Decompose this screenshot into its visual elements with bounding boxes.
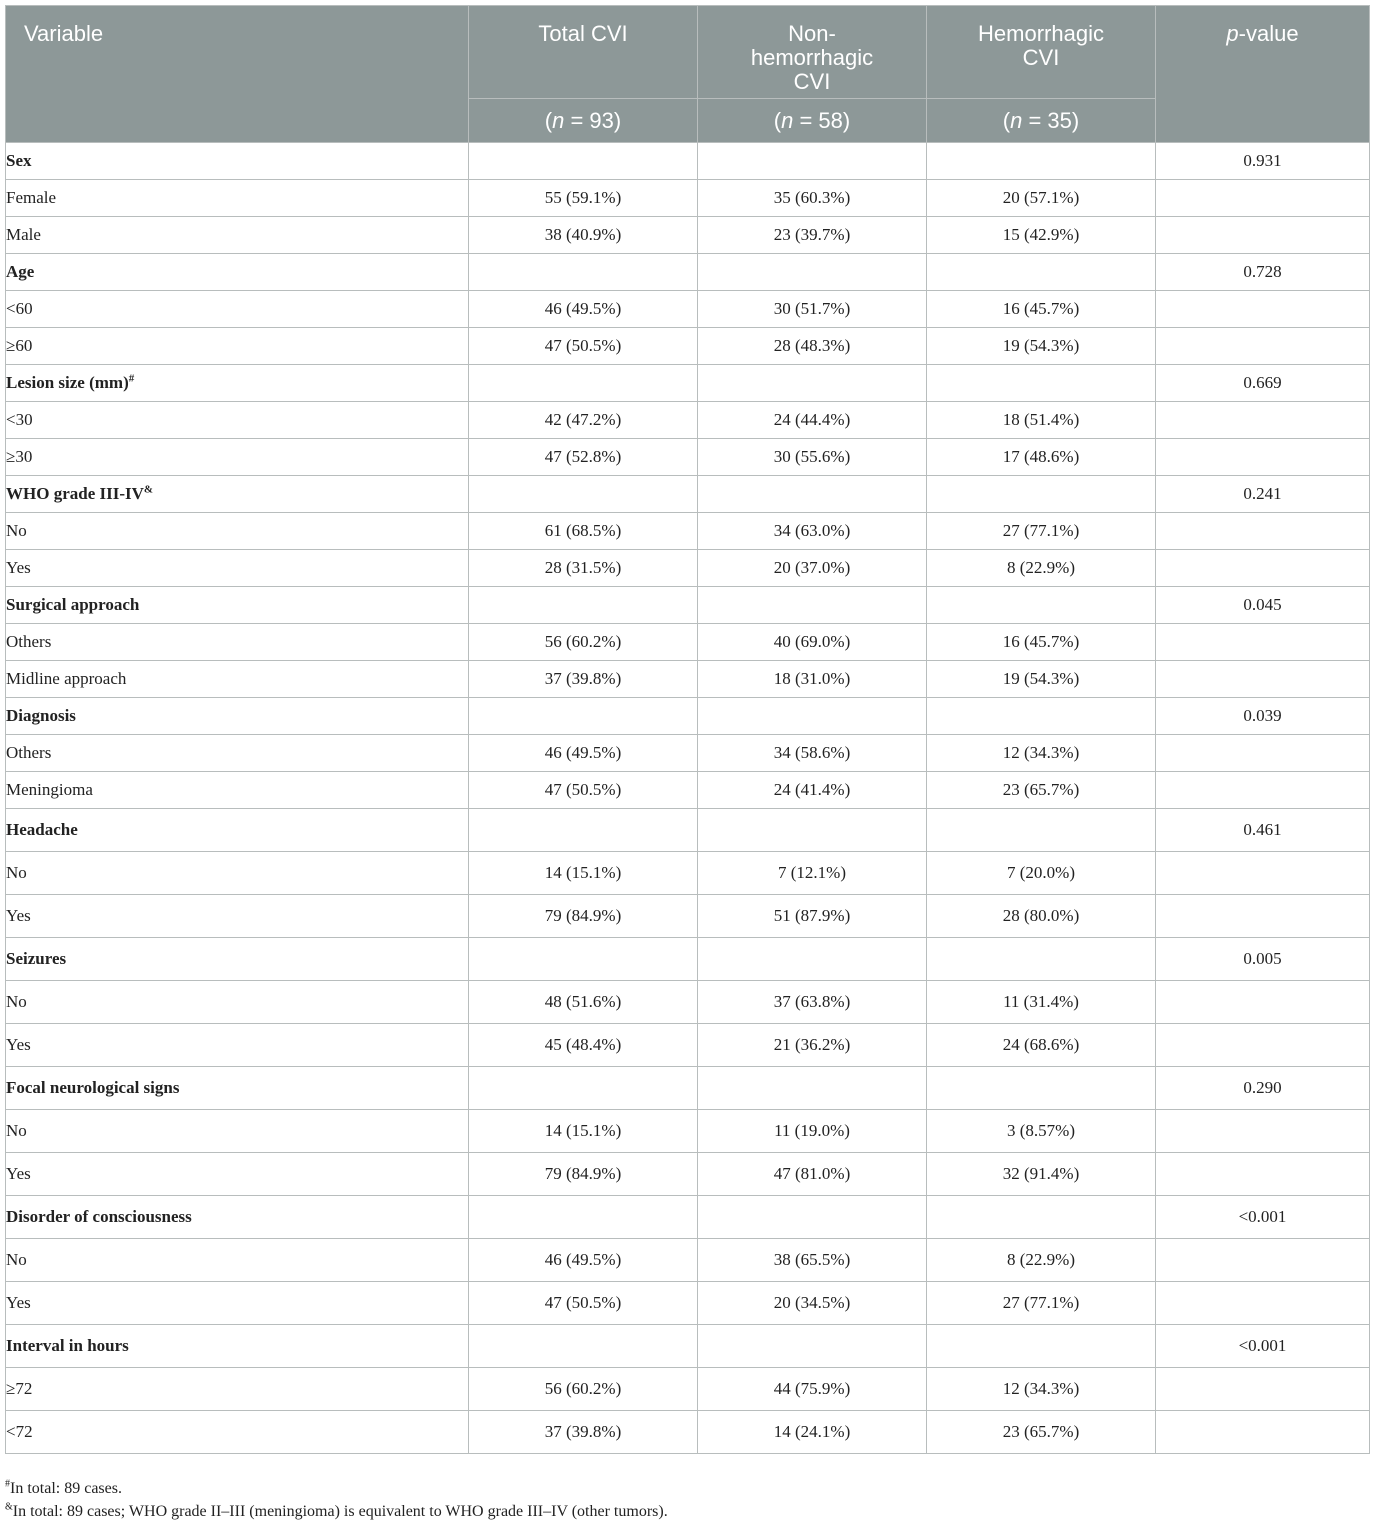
cell-total — [469, 587, 698, 624]
cell-nonhem — [698, 143, 927, 180]
table-row — [6, 1282, 1370, 1325]
cell-total: 28 (31.5%) — [469, 550, 698, 587]
n-hem-value: 35 — [1047, 107, 1072, 133]
p-italic: p — [1226, 21, 1239, 46]
table-row — [6, 439, 1370, 476]
cell-p: 0.290 — [1156, 1067, 1370, 1110]
cell-hem — [927, 587, 1156, 624]
cell-total — [469, 938, 698, 981]
cell-nonhem: 23 (39.7%) — [698, 217, 927, 254]
cell-p — [1156, 1368, 1370, 1411]
table-row — [6, 1024, 1370, 1067]
row-label-text: Yes — [6, 906, 31, 925]
row-label-text: Focal neurological signs — [6, 1078, 180, 1097]
cell-nonhem: 7 (12.1%) — [698, 852, 927, 895]
cell-hem: 7 (20.0%) — [927, 852, 1156, 895]
row-label-text: <72 — [6, 1422, 33, 1441]
group-label — [6, 809, 469, 852]
cell-p: 0.669 — [1156, 365, 1370, 402]
table-header — [6, 6, 1370, 143]
cell-total: 37 (39.8%) — [469, 1411, 698, 1454]
row-label — [6, 1153, 469, 1196]
header-n-hem: (n = 35) — [927, 99, 1156, 143]
cell-p — [1156, 772, 1370, 809]
table-row — [6, 981, 1370, 1024]
header-hemorrhagic-label: Hemorrhagic CVI — [978, 21, 1104, 70]
table-group-row — [6, 476, 1370, 513]
cell-total: 46 (49.5%) — [469, 1239, 698, 1282]
cell-nonhem — [698, 1325, 927, 1368]
row-label — [6, 291, 469, 328]
row-label-text: ≥30 — [6, 447, 33, 466]
table-group-row — [6, 1067, 1370, 1110]
cell-hem: 19 (54.3%) — [927, 661, 1156, 698]
row-label — [6, 217, 469, 254]
cell-total: 37 (39.8%) — [469, 661, 698, 698]
cell-total: 47 (50.5%) — [469, 328, 698, 365]
cell-hem — [927, 143, 1156, 180]
table-row — [6, 513, 1370, 550]
table-row — [6, 217, 1370, 254]
table-row — [6, 550, 1370, 587]
row-label-text: Surgical approach — [6, 595, 140, 614]
footnote-1-mark: # — [5, 1478, 10, 1490]
row-label-text: No — [6, 992, 27, 1011]
row-label — [6, 1110, 469, 1153]
cell-nonhem — [698, 587, 927, 624]
cell-total: 42 (47.2%) — [469, 402, 698, 439]
n-symbol: n — [552, 107, 565, 133]
row-label-text: Headache — [6, 820, 78, 839]
cell-total: 14 (15.1%) — [469, 852, 698, 895]
row-label-text: Meningioma — [6, 780, 93, 799]
table-row — [6, 895, 1370, 938]
header-n-total: (n = 93) — [469, 99, 698, 143]
cell-p — [1156, 513, 1370, 550]
table-group-row — [6, 365, 1370, 402]
n-symbol: n — [1010, 107, 1023, 133]
cell-p — [1156, 981, 1370, 1024]
cell-nonhem: 30 (51.7%) — [698, 291, 927, 328]
table-group-row — [6, 809, 1370, 852]
table-row — [6, 328, 1370, 365]
cell-nonhem: 14 (24.1%) — [698, 1411, 927, 1454]
table-body — [6, 143, 1370, 1454]
row-label-text: Male — [6, 225, 41, 244]
cell-hem: 28 (80.0%) — [927, 895, 1156, 938]
table-group-row — [6, 1325, 1370, 1368]
cell-hem — [927, 938, 1156, 981]
cell-hem — [927, 809, 1156, 852]
cell-hem — [927, 365, 1156, 402]
cell-nonhem: 38 (65.5%) — [698, 1239, 927, 1282]
row-label-text: Yes — [6, 1293, 31, 1312]
row-label-text: No — [6, 521, 27, 540]
row-label-text: <30 — [6, 410, 33, 429]
row-label-text: No — [6, 1121, 27, 1140]
cell-total: 45 (48.4%) — [469, 1024, 698, 1067]
n-total-value: 93 — [589, 107, 614, 133]
group-label — [6, 938, 469, 981]
cell-nonhem — [698, 476, 927, 513]
row-label — [6, 895, 469, 938]
cell-nonhem: 30 (55.6%) — [698, 439, 927, 476]
table-row — [6, 1411, 1370, 1454]
row-label — [6, 852, 469, 895]
row-label — [6, 624, 469, 661]
cell-p — [1156, 180, 1370, 217]
cell-hem: 23 (65.7%) — [927, 1411, 1156, 1454]
table-row — [6, 402, 1370, 439]
cell-nonhem: 37 (63.8%) — [698, 981, 927, 1024]
cell-total: 46 (49.5%) — [469, 291, 698, 328]
cell-total — [469, 365, 698, 402]
cell-p — [1156, 661, 1370, 698]
cell-p — [1156, 1239, 1370, 1282]
table-row — [6, 852, 1370, 895]
cell-p — [1156, 1411, 1370, 1454]
cell-total: 47 (52.8%) — [469, 439, 698, 476]
row-label — [6, 772, 469, 809]
row-label-text: Sex — [6, 151, 32, 170]
p-value-suffix: -value — [1238, 21, 1299, 46]
cell-hem: 18 (51.4%) — [927, 402, 1156, 439]
header-p-value — [1156, 6, 1370, 143]
cell-total: 79 (84.9%) — [469, 895, 698, 938]
cell-total — [469, 476, 698, 513]
row-label — [6, 180, 469, 217]
cell-p — [1156, 852, 1370, 895]
row-label-text: Lesion size (mm) — [6, 373, 129, 392]
group-label — [6, 698, 469, 735]
cell-total: 56 (60.2%) — [469, 1368, 698, 1411]
table-row — [6, 180, 1370, 217]
cell-hem: 23 (65.7%) — [927, 772, 1156, 809]
table-row — [6, 624, 1370, 661]
row-label-text: Disorder of consciousness — [6, 1207, 192, 1226]
row-label — [6, 1411, 469, 1454]
row-label-text: ≥60 — [6, 336, 33, 355]
footnotes — [5, 1477, 1369, 1523]
footnote-2 — [5, 1500, 1369, 1523]
cell-hem: 32 (91.4%) — [927, 1153, 1156, 1196]
cell-nonhem: 34 (63.0%) — [698, 513, 927, 550]
table-row — [6, 1110, 1370, 1153]
cell-hem: 12 (34.3%) — [927, 735, 1156, 772]
cell-total: 47 (50.5%) — [469, 1282, 698, 1325]
footnote-mark: & — [143, 483, 154, 496]
cell-p — [1156, 550, 1370, 587]
cell-nonhem: 40 (69.0%) — [698, 624, 927, 661]
row-label — [6, 513, 469, 550]
table-row — [6, 1368, 1370, 1411]
cell-hem: 8 (22.9%) — [927, 550, 1156, 587]
n-eq: = — [1022, 107, 1048, 133]
row-label-text: Midline approach — [6, 669, 127, 688]
cell-p — [1156, 1110, 1370, 1153]
cell-hem: 19 (54.3%) — [927, 328, 1156, 365]
cell-p — [1156, 895, 1370, 938]
cell-p — [1156, 735, 1370, 772]
cell-total: 46 (49.5%) — [469, 735, 698, 772]
cell-nonhem: 47 (81.0%) — [698, 1153, 927, 1196]
table-group-row — [6, 698, 1370, 735]
cell-hem — [927, 698, 1156, 735]
header-nonhemorrhagic-cvi — [698, 6, 927, 99]
cell-p: <0.001 — [1156, 1196, 1370, 1239]
cell-p: 0.005 — [1156, 938, 1370, 981]
group-label — [6, 365, 469, 402]
cell-p — [1156, 291, 1370, 328]
cell-nonhem: 51 (87.9%) — [698, 895, 927, 938]
table-row — [6, 1239, 1370, 1282]
cell-p — [1156, 402, 1370, 439]
row-label — [6, 550, 469, 587]
n-eq: = — [793, 107, 819, 133]
group-label — [6, 476, 469, 513]
cell-hem: 20 (57.1%) — [927, 180, 1156, 217]
row-label-text: Diagnosis — [6, 706, 76, 725]
row-label — [6, 1368, 469, 1411]
cell-nonhem — [698, 938, 927, 981]
row-label — [6, 981, 469, 1024]
cell-nonhem: 44 (75.9%) — [698, 1368, 927, 1411]
cell-total: 14 (15.1%) — [469, 1110, 698, 1153]
cell-hem: 16 (45.7%) — [927, 624, 1156, 661]
table-group-row — [6, 1196, 1370, 1239]
footnote-mark: # — [128, 372, 135, 385]
cell-hem: 11 (31.4%) — [927, 981, 1156, 1024]
cell-p: 0.045 — [1156, 587, 1370, 624]
cell-nonhem: 34 (58.6%) — [698, 735, 927, 772]
cell-total: 55 (59.1%) — [469, 180, 698, 217]
header-total-cvi: Total CVI — [469, 6, 698, 99]
footnote-2-text: In total: 89 cases; WHO grade II–III (meningioma) is equivalent to WHO grade III–IV (other tumors). — [12, 1503, 668, 1520]
cell-hem: 27 (77.1%) — [927, 1282, 1156, 1325]
cell-p — [1156, 217, 1370, 254]
row-label — [6, 1239, 469, 1282]
row-label-text: Others — [6, 743, 52, 762]
row-label-text: Yes — [6, 558, 31, 577]
cell-nonhem: 21 (36.2%) — [698, 1024, 927, 1067]
cell-hem — [927, 254, 1156, 291]
cell-total — [469, 1196, 698, 1239]
cell-hem: 16 (45.7%) — [927, 291, 1156, 328]
cell-p: 0.241 — [1156, 476, 1370, 513]
footnote-1 — [5, 1477, 1369, 1500]
row-label-text: Age — [6, 262, 35, 281]
cell-nonhem — [698, 1067, 927, 1110]
cell-p: <0.001 — [1156, 1325, 1370, 1368]
row-label-text: No — [6, 1250, 27, 1269]
cell-hem: 8 (22.9%) — [927, 1239, 1156, 1282]
row-label — [6, 402, 469, 439]
table-row — [6, 291, 1370, 328]
row-label-text: No — [6, 863, 27, 882]
table-group-row — [6, 143, 1370, 180]
group-label — [6, 143, 469, 180]
cell-hem: 15 (42.9%) — [927, 217, 1156, 254]
row-label — [6, 735, 469, 772]
cell-hem — [927, 1067, 1156, 1110]
cell-nonhem: 20 (37.0%) — [698, 550, 927, 587]
cell-nonhem — [698, 698, 927, 735]
row-label — [6, 1024, 469, 1067]
group-label — [6, 1067, 469, 1110]
table-row — [6, 735, 1370, 772]
cell-total: 48 (51.6%) — [469, 981, 698, 1024]
row-label-text: Interval in hours — [6, 1336, 129, 1355]
cell-total — [469, 143, 698, 180]
cell-p — [1156, 328, 1370, 365]
cell-nonhem — [698, 365, 927, 402]
cell-nonhem — [698, 254, 927, 291]
footnote-2-mark: & — [5, 1501, 13, 1513]
row-label-text: Others — [6, 632, 52, 651]
cell-nonhem — [698, 809, 927, 852]
cell-p: 0.461 — [1156, 809, 1370, 852]
row-label — [6, 661, 469, 698]
row-label-text: Yes — [6, 1164, 31, 1183]
cell-hem — [927, 1325, 1156, 1368]
table-group-row — [6, 587, 1370, 624]
cell-nonhem: 28 (48.3%) — [698, 328, 927, 365]
table-group-row — [6, 254, 1370, 291]
cell-nonhem — [698, 1196, 927, 1239]
cell-total: 38 (40.9%) — [469, 217, 698, 254]
row-label-text: WHO grade III-IV — [6, 484, 144, 503]
table-row — [6, 661, 1370, 698]
table-group-row — [6, 938, 1370, 981]
cell-p — [1156, 1024, 1370, 1067]
cell-p: 0.039 — [1156, 698, 1370, 735]
group-label — [6, 1196, 469, 1239]
cell-nonhem: 11 (19.0%) — [698, 1110, 927, 1153]
header-nonhemorrhagic-label: Non- hemorrhagic CVI — [750, 21, 874, 94]
cell-hem — [927, 1196, 1156, 1239]
row-label — [6, 328, 469, 365]
data-table — [5, 5, 1370, 1454]
cell-hem: 12 (34.3%) — [927, 1368, 1156, 1411]
row-label — [6, 1282, 469, 1325]
cell-p: 0.728 — [1156, 254, 1370, 291]
n-nonhem-value: 58 — [818, 107, 843, 133]
header-n-nonhem: (n = 58) — [698, 99, 927, 143]
row-label-text: Female — [6, 188, 57, 207]
cell-hem: 17 (48.6%) — [927, 439, 1156, 476]
cell-total — [469, 809, 698, 852]
table-row — [6, 1153, 1370, 1196]
row-label-text: <60 — [6, 299, 33, 318]
cell-nonhem: 24 (41.4%) — [698, 772, 927, 809]
cell-nonhem: 24 (44.4%) — [698, 402, 927, 439]
cell-total: 79 (84.9%) — [469, 1153, 698, 1196]
header-hemorrhagic-cvi — [927, 6, 1156, 99]
cell-total — [469, 1067, 698, 1110]
cell-hem: 3 (8.57%) — [927, 1110, 1156, 1153]
group-label — [6, 254, 469, 291]
footnote-1-text: In total: 89 cases. — [10, 1480, 122, 1497]
cell-total — [469, 1325, 698, 1368]
cell-hem: 27 (77.1%) — [927, 513, 1156, 550]
cell-p — [1156, 1153, 1370, 1196]
row-label-text: Yes — [6, 1035, 31, 1054]
cell-p — [1156, 439, 1370, 476]
row-label — [6, 439, 469, 476]
group-label — [6, 1325, 469, 1368]
cell-hem — [927, 476, 1156, 513]
cell-nonhem: 35 (60.3%) — [698, 180, 927, 217]
n-symbol: n — [781, 107, 794, 133]
cell-total — [469, 698, 698, 735]
cell-p: 0.931 — [1156, 143, 1370, 180]
n-eq: = — [564, 107, 590, 133]
group-label — [6, 587, 469, 624]
cell-nonhem: 20 (34.5%) — [698, 1282, 927, 1325]
table-row — [6, 772, 1370, 809]
cell-nonhem: 18 (31.0%) — [698, 661, 927, 698]
cell-total: 61 (68.5%) — [469, 513, 698, 550]
cell-total — [469, 254, 698, 291]
row-label-text: Seizures — [6, 949, 67, 968]
row-label-text: ≥72 — [6, 1379, 33, 1398]
cell-hem: 24 (68.6%) — [927, 1024, 1156, 1067]
header-variable: Variable — [6, 6, 469, 143]
cell-total: 56 (60.2%) — [469, 624, 698, 661]
cell-total: 47 (50.5%) — [469, 772, 698, 809]
cell-p — [1156, 624, 1370, 661]
cell-p — [1156, 1282, 1370, 1325]
